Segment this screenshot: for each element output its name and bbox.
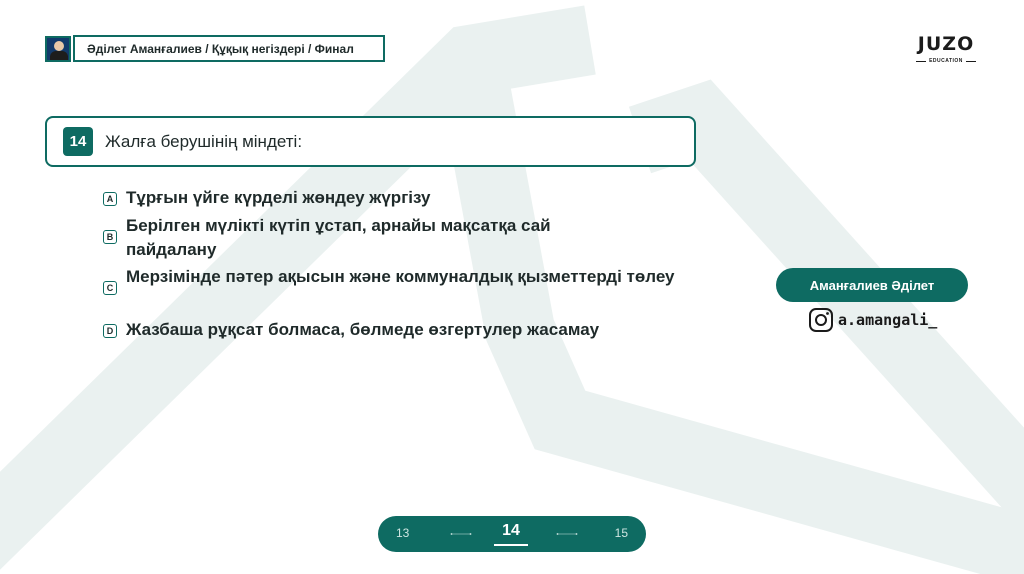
current-page: 14 <box>502 522 520 539</box>
juzo-logo <box>906 34 986 64</box>
instagram-username: a.amangali_ <box>838 311 938 329</box>
arrow-right-icon <box>546 533 588 535</box>
current-page-underline <box>494 544 528 546</box>
answer-option-b[interactable] <box>103 214 606 262</box>
answer-text: Берілген мүлікті күтіп ұстап, арнайы мақсатқа сай пайдалану <box>126 216 551 259</box>
instagram-handle[interactable] <box>808 307 937 333</box>
answer-text: Мерзімінде пәтер ақысын және коммуналдық қызметтерді төлеу <box>126 267 675 286</box>
instagram-icon <box>808 307 834 333</box>
prev-page[interactable]: 13 <box>396 526 410 540</box>
question-text: Жалға берушінің міндеті: <box>105 131 303 151</box>
pagination <box>378 516 646 552</box>
breadcrumb[interactable] <box>45 35 385 62</box>
question-box <box>45 116 696 167</box>
logo-word: JUZ <box>917 33 958 55</box>
answer-letter: A <box>103 192 117 206</box>
question-number: 14 <box>63 127 93 156</box>
next-page[interactable]: 15 <box>614 526 628 540</box>
presenter-thumbnail <box>45 36 71 62</box>
answer-option-a[interactable] <box>103 186 686 210</box>
arrow-left-icon <box>440 533 482 535</box>
logo-word-o: O <box>957 33 975 55</box>
answer-option-c[interactable] <box>103 265 686 295</box>
answer-letter: D <box>103 324 117 338</box>
answer-text: Жазбаша рұқсат болмаса, бөлмеде өзгертулер жасамау <box>126 320 600 339</box>
answer-letter: B <box>103 230 117 244</box>
logo-subtitle: EDUCATION <box>929 58 963 64</box>
breadcrumb-text: Әділет Аманғалиев / Құқық негіздері / Финал <box>73 35 385 62</box>
answer-letter: C <box>103 281 117 295</box>
answer-text: Тұрғын үйге күрделі жөндеу жүргізу <box>126 188 431 207</box>
author-badge: Аманғалиев Әділет <box>776 268 968 302</box>
answer-option-d[interactable] <box>103 318 686 342</box>
